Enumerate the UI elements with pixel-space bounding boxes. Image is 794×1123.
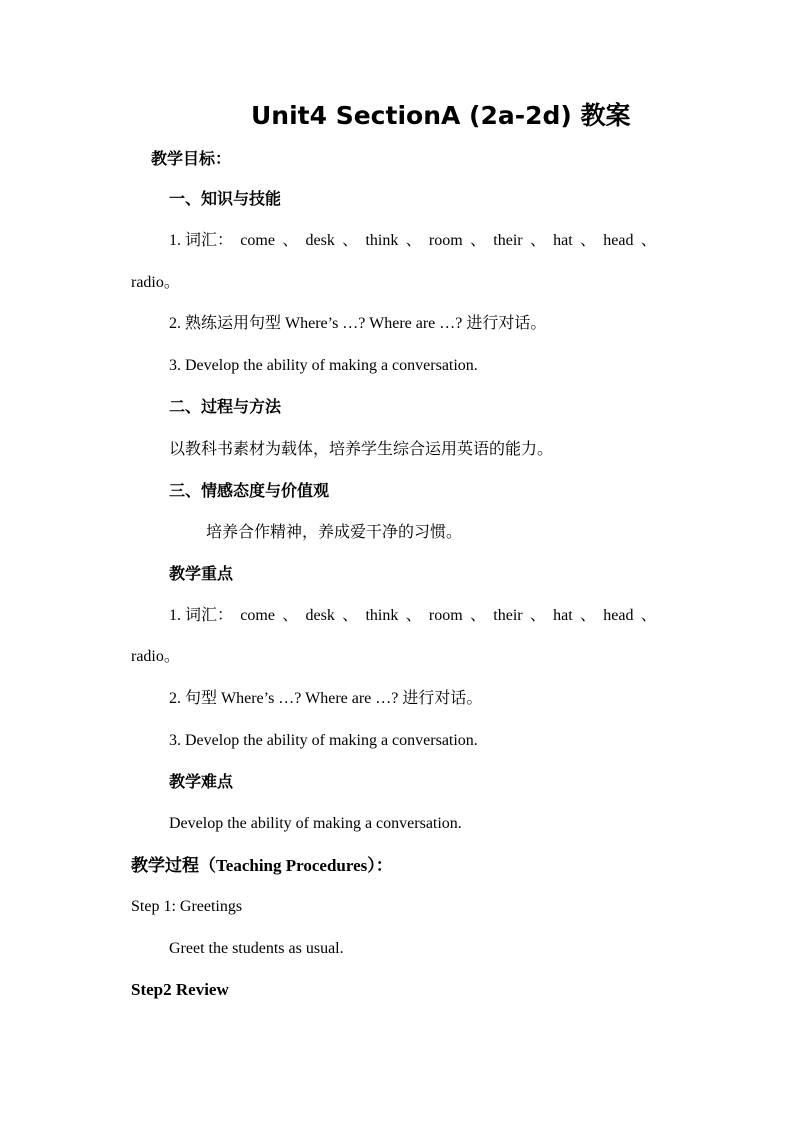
key-points-vocab-continuation: radio。 [131,648,180,665]
vocab-word: head [603,607,634,624]
vocab-word: think [365,607,399,624]
vocab-word: head [603,232,634,249]
process-heading: 二、过程与方法 [169,397,282,416]
vocab-prefix: 1. 词汇： [169,232,234,249]
key-points-heading: 教学重点 [169,564,234,583]
objectives-heading: 教学目标： [151,149,232,168]
step2-label: Step2 Review [131,980,229,999]
vocab-word: desk [305,607,335,624]
vocab-word: hat [553,232,573,249]
key-points-item-2: 2. 句型 Where’s …? Where are …? 进行对话。 [169,690,483,707]
objectives-vocab-continuation: radio。 [131,274,180,291]
objectives-item-3: 3. Develop the ability of making a conversation. [169,357,478,374]
objectives-item-2: 2. 熟练运用句型 Where’s …? Where are …? 进行对话。 [169,315,547,332]
vocab-word: their [493,607,523,624]
step1-text: Greet the students as usual. [169,940,344,957]
document-title: Unit4 SectionA (2a-2d) 教案 [251,101,631,130]
process-text: 以教科书素材为载体，培养学生综合运用英语的能力。 [169,439,554,458]
knowledge-heading: 一、知识与技能 [169,189,282,208]
vocab-word: room [428,232,463,249]
key-points-item-3: 3. Develop the ability of making a conversation. [169,732,478,749]
attitude-heading: 三、情感态度与价值观 [169,481,330,500]
vocab-prefix: 1. 词汇： [169,607,234,624]
step1-label: Step 1: Greetings [131,898,243,915]
objectives-vocab-line: 1. 词汇： come 、 desk 、 think 、 room 、 their 、 hat 、 head 、 [169,232,657,249]
vocab-word: think [365,232,399,249]
vocab-word: desk [305,232,335,249]
difficult-points-heading: 教学难点 [169,772,234,791]
key-points-vocab-line: 1. 词汇： come 、 desk 、 think 、 room 、 their 、 hat 、 head 、 [169,607,657,624]
vocab-word: room [428,607,463,624]
vocab-word: their [493,232,523,249]
vocab-word: come [240,232,275,249]
vocab-word: hat [553,607,573,624]
procedures-heading: 教学过程（Teaching Procedures）： [131,856,393,875]
attitude-text: 培养合作精神，养成爱干净的习惯。 [206,522,463,541]
difficult-points-text: Develop the ability of making a conversation. [169,815,462,832]
vocab-word: come [240,607,275,624]
